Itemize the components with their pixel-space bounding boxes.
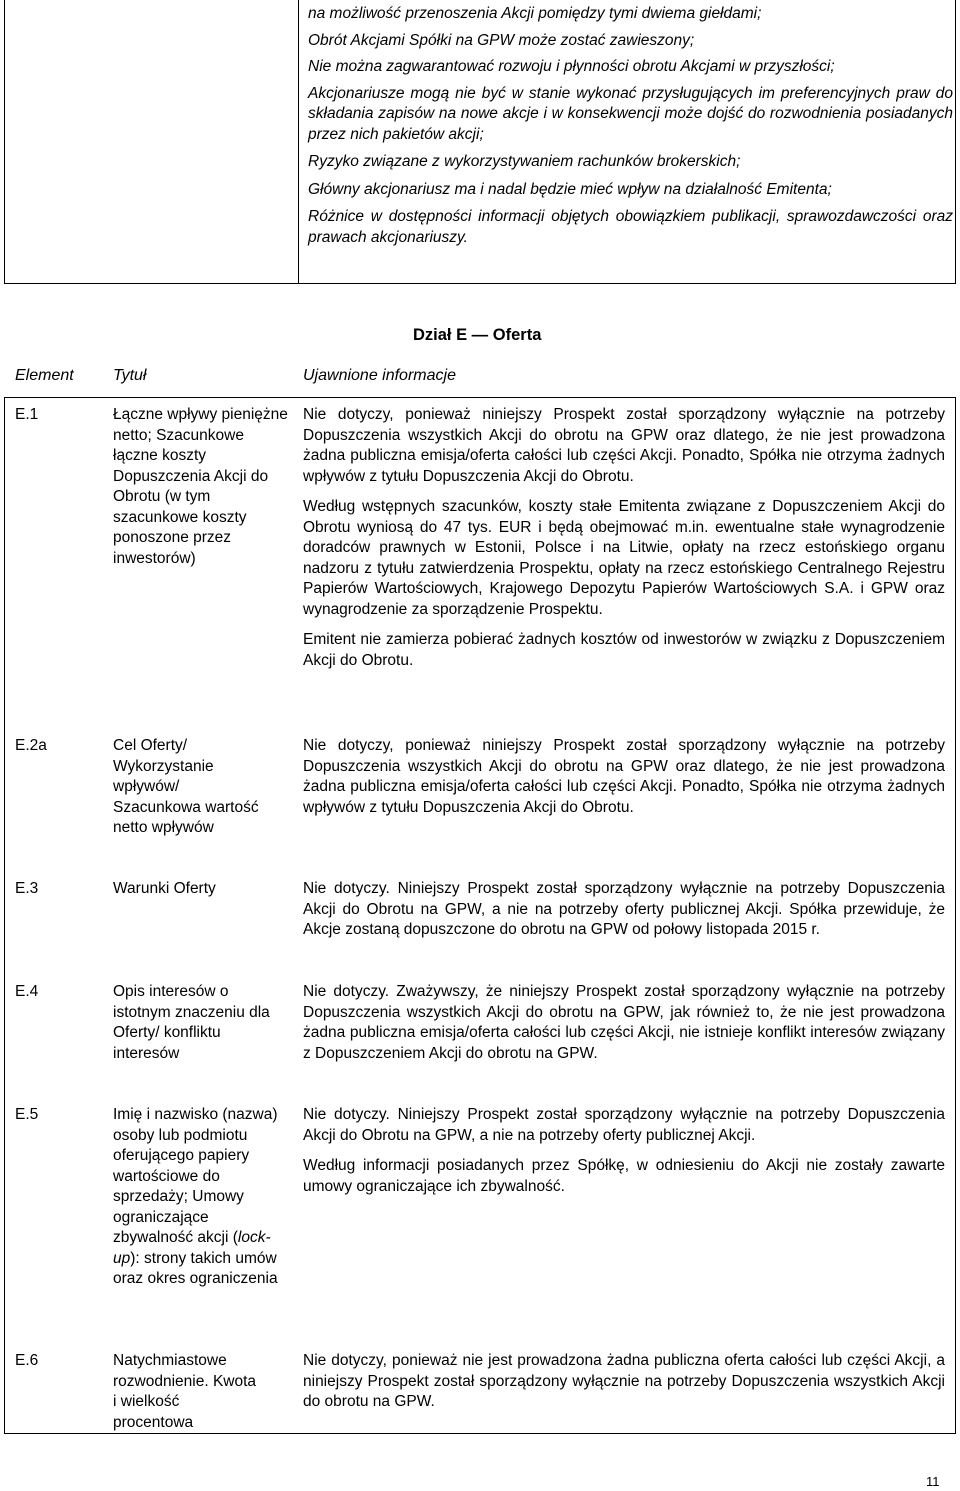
risk-item: Różnice w dostępności informacji objętych obowiązkiem publikacji, sprawozdawczości oraz prawach akcjonariuszy. — [308, 208, 953, 246]
section-title: Dział E — Oferta — [413, 326, 542, 344]
header-element: Element — [15, 367, 74, 384]
row-title-e5-b: ): strony takich umów oraz okres ograniczenia — [113, 1249, 278, 1287]
risk-item: Główny akcjonariusz ma i nadal będzie mieć wpływ na działalność Emitenta; — [308, 180, 832, 198]
row-title-e5 — [113, 1105, 281, 1290]
row-info-e6 — [303, 1351, 945, 1413]
row-id-e1: E.1 — [15, 406, 39, 423]
risk-list — [308, 4, 953, 255]
row-id-e5: E.5 — [15, 1106, 39, 1123]
row-title-e6: Natychmiastowe rozwodnienie. Kwota i wielkość procentowa — [113, 1352, 257, 1431]
lock-up-term: lock-up — [113, 1229, 271, 1267]
row-title-e3: Warunki Oferty — [113, 880, 216, 897]
row-info-e1 — [303, 405, 945, 671]
info-paragraph: Nie dotyczy, ponieważ nie jest prowadzona żadna publiczna oferta całości lub części Akcji, a niniejszy Prospekt został sporządzony wyłącznie na potrzeby Dopuszczenia wszystkich Akcji do obrotu na GPW. — [303, 1352, 945, 1410]
info-paragraph: Nie dotyczy, ponieważ niniejszy Prospekt został sporządzony wyłącznie na potrzeby Dopuszczenia wszystkich Akcji do obrotu na GPW oraz dlatego, że nie jest prowadzona żadna publiczna emisja/oferta całości lub części Akcji. Ponadto, Spółka nie otrzyma żadnych wpływów z tytułu Dopuszczenia Akcji do Obrotu. — [303, 737, 945, 816]
risk-item: Nie można zagwarantować rozwoju i płynności obrotu Akcjami w przyszłości; — [308, 58, 835, 75]
column-divider — [298, 0, 299, 283]
info-paragraph: Nie dotyczy, ponieważ niniejszy Prospekt został sporządzony wyłącznie na potrzeby Dopuszczenia wszystkich Akcji do obrotu na GPW oraz dlatego, że nie jest prowadzona żadna publiczna emisja/oferta całości lub części Akcji. Ponadto, Spółka nie otrzyma żadnych wpływów z tytułu Dopuszczenia Akcji do Obrotu. — [303, 406, 945, 485]
info-paragraph: Według wstępnych szacunków, koszty stałe Emitenta związane z Dopuszczeniem Akcji do Obrotu wyniosą do 47 tys. EUR i będą obejmować m.in. ewentualne stałe wynagrodzenie doradców prawnych w Estonii, Polsce i na Litwie, opłaty na rzecz estońskiego organu nadzoru z tytułu zatwierdzenia Prospektu, opłaty na rzecz estońskiego Centralnego Rejestru Papierów Wartościowych, Krajowego Depozytu Papierów Wartościowych S.A. i GPW oraz wynagrodzenie za sporządzenie Prospektu. — [303, 498, 945, 618]
row-info-e3 — [303, 879, 945, 941]
header-info: Ujawnione informacje — [303, 367, 456, 384]
info-paragraph: Nie dotyczy. Niniejszy Prospekt został sporządzony wyłącznie na potrzeby Dopuszczenia Akcji do Obrotu na GPW, a nie na potrzeby oferty publicznej Akcji. — [303, 1106, 945, 1144]
info-paragraph: Nie dotyczy. Zważywszy, że niniejszy Prospekt został sporządzony wyłącznie na potrzeby Dopuszczenia wszystkich Akcji do obrotu na GPW, jak również to, że nie jest prowadzona żadna publiczna emisja/oferta całości lub części Akcji, nie istnieje konflikt interesów związany z Dopuszczeniem Akcji do obrotu na GPW. — [303, 983, 945, 1062]
risk-item: na możliwość przenoszenia Akcji pomiędzy tymi dwiema giełdami; — [308, 5, 762, 22]
row-id-e4: E.4 — [15, 983, 39, 1000]
info-paragraph: Według informacji posiadanych przez Spółkę, w odniesieniu do Akcji nie zostały zawarte umowy ograniczające ich zbywalność. — [303, 1157, 945, 1195]
row-title-e4: Opis interesów o istotnym znaczeniu dla Oferty/ konfliktu interesów — [113, 983, 270, 1062]
row-id-e2a: E.2a — [15, 737, 47, 754]
page-number: 11 — [926, 1474, 940, 1489]
row-title-e5-a: Imię i nazwisko (nazwa) osoby lub podmiotu oferującego papiery wartościowe do sprzedaży; Umowy ograniczające zbywalność akcji ( — [113, 1106, 278, 1246]
row-title-e1: Łączne wpływy pieniężne netto; Szacunkowe łączne koszty Dopuszczenia Akcji do Obrotu (w tym szacunkowe koszty ponoszone przez inwestorów) — [113, 406, 288, 567]
row-id-e6: E.6 — [15, 1352, 39, 1369]
row-info-e5 — [303, 1105, 945, 1197]
info-paragraph: Nie dotyczy. Niniejszy Prospekt został sporządzony wyłącznie na potrzeby Dopuszczenia Akcji do Obrotu na GPW, a nie na potrzeby oferty publicznej Akcji. Spółka przewiduje, że Akcje zostaną dopuszczone do obrotu na GPW od połowy listopada 2015 r. — [303, 880, 945, 938]
header-title: Tytuł — [113, 367, 147, 384]
risk-factors-box — [4, 0, 956, 284]
risk-item: Obrót Akcjami Spółki na GPW może zostać zawieszony; — [308, 31, 695, 49]
risk-item: Akcjonariusze mogą nie być w stanie wykonać przysługujących im preferencyjnych praw do składania zapisów na nowe akcje i w konsekwencji może dojść do rozwodnienia posiadanych przez nich pakietów akcji; — [308, 84, 953, 143]
risk-item: Ryzyko związane z wykorzystywaniem rachunków brokerskich; — [308, 153, 741, 170]
row-info-e2a — [303, 736, 945, 818]
row-info-e4 — [303, 982, 945, 1064]
info-paragraph: Emitent nie zamierza pobierać żadnych kosztów od inwestorów w związku z Dopuszczeniem Akcji do Obrotu. — [303, 631, 945, 669]
row-id-e3: E.3 — [15, 880, 39, 897]
row-title-e2a: Cel Oferty/ Wykorzystanie wpływów/ Szacunkowa wartość netto wpływów — [113, 737, 259, 836]
